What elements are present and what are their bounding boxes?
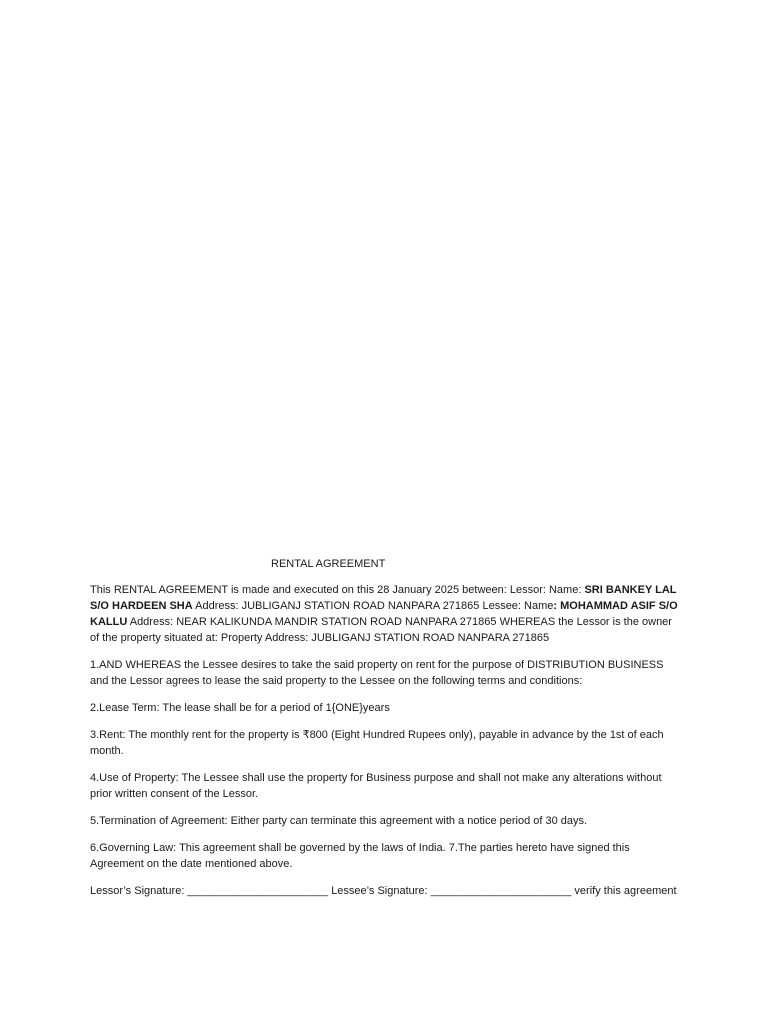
- lessee-name: : MOHAMMAD ASIF S/O KALLU: [90, 600, 678, 628]
- clause-3: 3.Rent: The monthly rent for the property is ₹800 (Eight Hundred Rupees only), payable in advance by the 1st of each month.: [90, 729, 664, 757]
- intro-text-1: This RENTAL AGREEMENT is made and executed on this 28 January 2025 between: Lessor: Name:: [90, 584, 585, 596]
- clause-5: 5.Termination of Agreement: Either party can terminate this agreement with a notice period of 30 days.: [90, 815, 588, 827]
- document-body: [90, 556, 682, 910]
- document-title: RENTAL AGREEMENT: [271, 558, 386, 570]
- intro-text-3: Address: NEAR KALIKUNDA MANDIR STATION ROAD NANPARA 271865 WHEREAS the Lessor is the owner of the property situated at: Property Address: JUBLIGANJ STATION ROAD NANPARA 271865: [90, 616, 672, 644]
- intro-paragraph: [90, 582, 682, 646]
- clause-6: 6.Governing Law: This agreement shall be governed by the laws of India. 7.The parties hereto have signed this Agreement on the date mentioned above.: [90, 842, 630, 870]
- clause-4: 4.Use of Property: The Lessee shall use the property for Business purpose and shall not make any alterations without prior written consent of the Lessor.: [90, 772, 662, 800]
- lessor-name: SRI BANKEY LAL S/O HARDEEN SHA: [90, 584, 677, 612]
- signature-line: Lessor’s Signature: _______________________ Lessee’s Signature: _______________________ verify this agreement: [90, 885, 677, 897]
- clause-1: 1.AND WHEREAS the Lessee desires to take the said property on rent for the purpose of DISTRIBUTION BUSINESS and the Lessor agrees to lease the said property to the Lessee on the following terms and conditions:: [90, 659, 664, 687]
- intro-text-2: Address: JUBLIGANJ STATION ROAD NANPARA 271865 Lessee: Name: [192, 600, 554, 612]
- clause-2: 2.Lease Term: The lease shall be for a period of 1{ONE}years: [90, 702, 390, 714]
